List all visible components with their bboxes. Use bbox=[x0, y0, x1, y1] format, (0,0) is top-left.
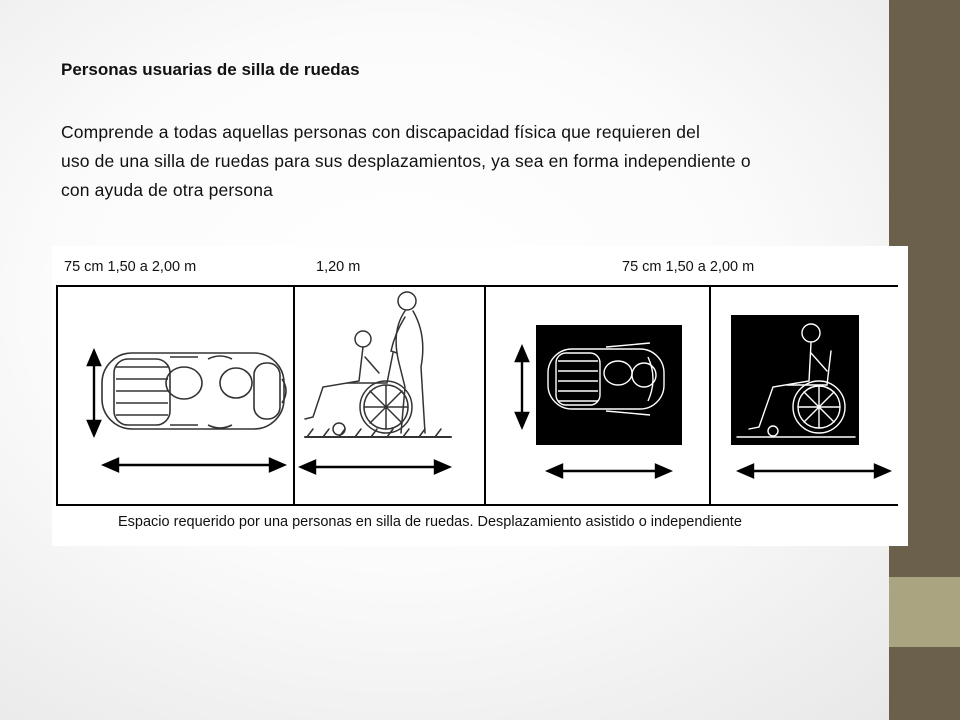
dimension-label: 1,20 m bbox=[316, 259, 361, 275]
figure-caption: Espacio requerido por una personas en silla de ruedas. Desplazamiento asistido o independiente bbox=[118, 514, 742, 530]
dimension-label: 75 cm 1,50 a 2,00 m bbox=[622, 259, 755, 275]
table-bottom-rule bbox=[56, 504, 898, 506]
slide-heading: Personas usuarias de silla de ruedas bbox=[61, 60, 360, 79]
assisted-side-view-panel bbox=[295, 287, 484, 503]
wheelchair-top-view-drawing bbox=[58, 287, 292, 503]
wheelchair-top-view-panel bbox=[58, 287, 292, 503]
independent-side-view-panel bbox=[711, 287, 906, 503]
assisted-wheelchair-drawing bbox=[295, 287, 484, 503]
paragraph-line: Comprende a todas aquellas personas con discapacidad física que requieren del bbox=[61, 122, 701, 142]
independent-wheelchair-drawing bbox=[711, 287, 906, 503]
wheelchair-space-figure bbox=[52, 246, 908, 546]
side-accent-block bbox=[889, 577, 960, 647]
dimension-label: 75 cm 1,50 a 2,00 m bbox=[64, 259, 197, 275]
wheelchair-top-view-inverted-drawing bbox=[486, 287, 709, 503]
wheelchair-top-view-inverted-panel bbox=[486, 287, 709, 503]
paragraph-line: con ayuda de otra persona bbox=[61, 180, 273, 200]
paragraph-line: uso de una silla de ruedas para sus desplazamientos, ya sea en forma independiente o bbox=[61, 151, 751, 171]
slide-paragraph bbox=[61, 118, 901, 205]
